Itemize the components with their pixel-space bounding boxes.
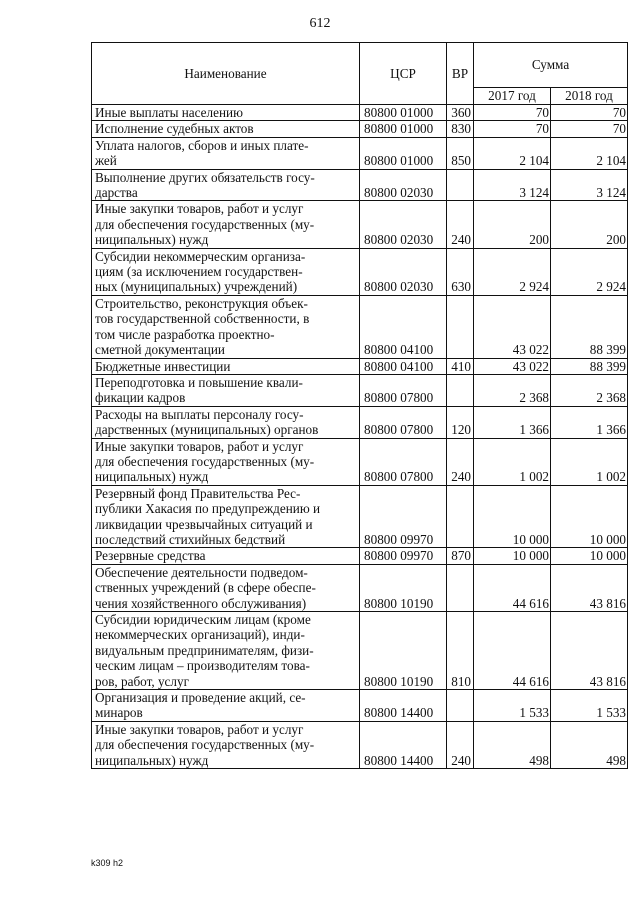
- table-row: [92, 137, 628, 169]
- cell-csr: 80800 04100: [360, 295, 447, 358]
- cell-vr: 410: [447, 358, 474, 374]
- cell-vr: 830: [447, 121, 474, 137]
- cell-csr: 80800 02030: [360, 201, 447, 248]
- cell-vr: 120: [447, 406, 474, 438]
- cell-csr: 80800 14400: [360, 690, 447, 722]
- cell-2017: 10 000: [474, 485, 551, 548]
- cell-2018: 200: [551, 201, 628, 248]
- cell-2017: 200: [474, 201, 551, 248]
- table-row: [92, 358, 628, 374]
- cell-2017: 44 616: [474, 564, 551, 611]
- cell-vr: 870: [447, 548, 474, 564]
- cell-csr: 80800 09970: [360, 485, 447, 548]
- table-row: [92, 690, 628, 722]
- cell-name: Строительство, реконструкция объек- тов государственной собственности, в том числе разработка проектно- сметной документации: [92, 295, 360, 358]
- cell-name: Расходы на выплаты персоналу госу- дарственных (муниципальных) органов: [92, 406, 360, 438]
- table-row: [92, 406, 628, 438]
- cell-name: Резервные средства: [92, 548, 360, 564]
- cell-name: Обеспечение деятельности подведом- ственных учреждений (в сфере обеспе- чения хозяйственного обслуживания): [92, 564, 360, 611]
- cell-csr: 80800 02030: [360, 248, 447, 295]
- header-year-2017: 2017 год: [474, 88, 551, 105]
- cell-name: Иные закупки товаров, работ и услуг для обеспечения государственных (му- ниципальных) нужд: [92, 438, 360, 485]
- cell-2017: 2 368: [474, 374, 551, 406]
- table-row: [92, 564, 628, 611]
- cell-csr: 80800 07800: [360, 406, 447, 438]
- table-row: [92, 721, 628, 768]
- table-row: [92, 201, 628, 248]
- table-row: [92, 121, 628, 137]
- cell-2018: 2 104: [551, 137, 628, 169]
- cell-vr: 240: [447, 201, 474, 248]
- cell-2017: 43 022: [474, 295, 551, 358]
- cell-csr: 80800 07800: [360, 374, 447, 406]
- cell-vr: 630: [447, 248, 474, 295]
- cell-2018: 2 924: [551, 248, 628, 295]
- table-body: [92, 105, 628, 769]
- cell-csr: 80800 01000: [360, 105, 447, 121]
- cell-vr: [447, 374, 474, 406]
- cell-vr: [447, 690, 474, 722]
- cell-name: Резервный фонд Правительства Рес- публики Хакасия по предупреждению и ликвидации чрезвычайных ситуаций и последствий стихийных бедствий: [92, 485, 360, 548]
- cell-vr: [447, 295, 474, 358]
- cell-2017: 1 002: [474, 438, 551, 485]
- cell-2017: 10 000: [474, 548, 551, 564]
- cell-vr: 810: [447, 612, 474, 690]
- cell-name: Исполнение судебных актов: [92, 121, 360, 137]
- cell-2018: 1 533: [551, 690, 628, 722]
- footer-code: k309 h2: [91, 858, 124, 868]
- table-row: [92, 374, 628, 406]
- cell-vr: [447, 169, 474, 201]
- cell-csr: 80800 07800: [360, 438, 447, 485]
- cell-vr: [447, 485, 474, 548]
- cell-2017: 70: [474, 121, 551, 137]
- table-row: [92, 248, 628, 295]
- cell-vr: [447, 564, 474, 611]
- cell-2017: 1 533: [474, 690, 551, 722]
- cell-2018: 10 000: [551, 548, 628, 564]
- cell-name: Субсидии юридическим лицам (кроме некоммерческих организаций), инди- видуальным предпринимателям, физи- ческим лицам – производителям това- ров, работ, услуг: [92, 612, 360, 690]
- cell-2018: 88 399: [551, 295, 628, 358]
- header-vr: ВР: [447, 43, 474, 105]
- cell-2018: 1 002: [551, 438, 628, 485]
- cell-2017: 2 104: [474, 137, 551, 169]
- cell-2018: 2 368: [551, 374, 628, 406]
- cell-name: Иные закупки товаров, работ и услуг для обеспечения государственных (му- ниципальных) нужд: [92, 721, 360, 768]
- cell-2017: 1 366: [474, 406, 551, 438]
- header-name: Наименование: [92, 43, 360, 105]
- cell-name: Иные выплаты населению: [92, 105, 360, 121]
- cell-name: Выполнение других обязательств госу- дарства: [92, 169, 360, 201]
- cell-vr: 240: [447, 721, 474, 768]
- cell-2018: 10 000: [551, 485, 628, 548]
- cell-name: Организация и проведение акций, се- минаров: [92, 690, 360, 722]
- cell-2018: 88 399: [551, 358, 628, 374]
- cell-csr: 80800 04100: [360, 358, 447, 374]
- page-number: 612: [309, 16, 331, 31]
- cell-csr: 80800 14400: [360, 721, 447, 768]
- cell-csr: 80800 10190: [360, 612, 447, 690]
- cell-2018: 3 124: [551, 169, 628, 201]
- header-csr: ЦСР: [360, 43, 447, 105]
- table-row: [92, 295, 628, 358]
- table-row: [92, 485, 628, 548]
- cell-2017: 70: [474, 105, 551, 121]
- cell-vr: 240: [447, 438, 474, 485]
- table-row: [92, 548, 628, 564]
- cell-2018: 43 816: [551, 612, 628, 690]
- cell-name: Бюджетные инвестиции: [92, 358, 360, 374]
- cell-name: Уплата налогов, сборов и иных плате- жей: [92, 137, 360, 169]
- cell-2017: 43 022: [474, 358, 551, 374]
- budget-table: [91, 42, 628, 769]
- cell-csr: 80800 09970: [360, 548, 447, 564]
- cell-2017: 3 124: [474, 169, 551, 201]
- header-sum: Сумма: [474, 43, 628, 88]
- table-row: [92, 438, 628, 485]
- table-row: [92, 169, 628, 201]
- table-row: [92, 105, 628, 121]
- cell-vr: 850: [447, 137, 474, 169]
- cell-name: Переподготовка и повышение квали- фикации кадров: [92, 374, 360, 406]
- cell-2018: 498: [551, 721, 628, 768]
- cell-csr: 80800 02030: [360, 169, 447, 201]
- cell-csr: 80800 10190: [360, 564, 447, 611]
- cell-vr: 360: [447, 105, 474, 121]
- cell-2017: 498: [474, 721, 551, 768]
- cell-2017: 2 924: [474, 248, 551, 295]
- cell-2017: 44 616: [474, 612, 551, 690]
- cell-name: Иные закупки товаров, работ и услуг для обеспечения государственных (му- ниципальных) нужд: [92, 201, 360, 248]
- cell-2018: 70: [551, 121, 628, 137]
- cell-name: Субсидии некоммерческим организа- циям (за исключением государствен- ных (муниципальных) учреждений): [92, 248, 360, 295]
- cell-2018: 1 366: [551, 406, 628, 438]
- cell-csr: 80800 01000: [360, 121, 447, 137]
- table-row: [92, 612, 628, 690]
- header-year-2018: 2018 год: [551, 88, 628, 105]
- cell-2018: 43 816: [551, 564, 628, 611]
- cell-csr: 80800 01000: [360, 137, 447, 169]
- cell-2018: 70: [551, 105, 628, 121]
